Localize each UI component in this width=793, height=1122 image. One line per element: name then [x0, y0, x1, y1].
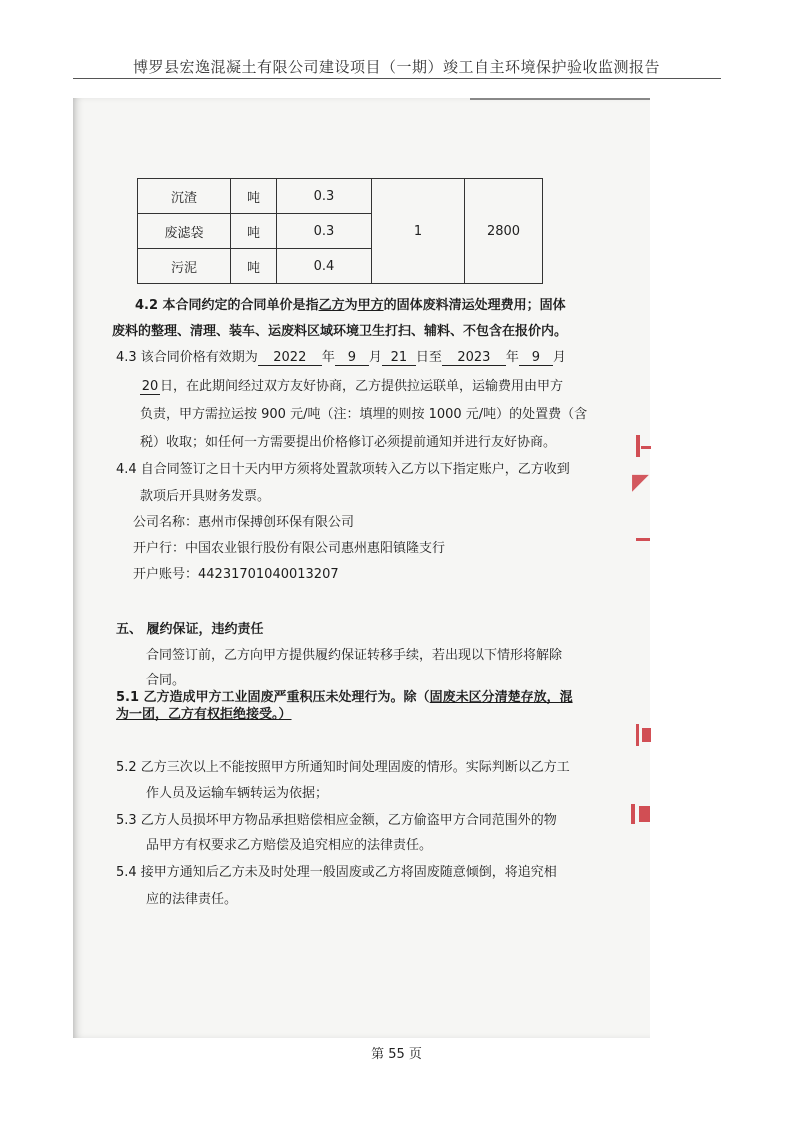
clause-underlined: 固废未区分清楚存放，混 [429, 690, 573, 705]
clause-text: 年 [321, 350, 335, 365]
clause-4-4-line1: 4.4 自合同签订之日十天内甲方须将处置款项转入乙方以下指定账户，乙方收到 [116, 462, 570, 477]
table-cell-qty: 0.3 [277, 214, 372, 249]
clause-5-1-line2: 为一团，乙方有权拒绝接受。） [116, 707, 292, 722]
start-month-field: 9 [335, 350, 369, 366]
clause-text: 日，在此期间经过双方友好协商，乙方提供拉运联单，运输费用由甲方 [160, 379, 564, 394]
clause-5-2-line2: 作人员及运输车辆转运为依据； [146, 786, 329, 801]
page-number: 第 55 页 [371, 1047, 422, 1062]
clause-4-3-line4: 税）收取；如任何一方需要提出价格修订必须提前通知并进行友好协商。 [140, 435, 557, 450]
company-name: 公司名称：惠州市保搏创环保有限公司 [133, 515, 355, 530]
clause-5-4-line1: 5.4 接甲方通知后乙方未及时处理一般固废或乙方将固废随意倾倒，将追究相 [116, 865, 557, 880]
end-month-field: 9 [519, 350, 553, 366]
table-cell-name: 沉渣 [138, 179, 231, 214]
table-cell-name: 废滤袋 [138, 214, 231, 249]
section-5-heading: 五、 履约保证，违约责任 [116, 622, 264, 637]
clause-text: 月 [552, 350, 566, 365]
end-day-field: 20 [141, 379, 159, 394]
seal-stamp-fragment [636, 724, 639, 746]
bank-account: 开户账号：44231701040013207 [133, 567, 339, 582]
clause-5-3-line1: 5.3 乙方人员损坏甲方物品承担赔偿相应金额，乙方偷盗甲方合同范围外的物 [116, 813, 557, 828]
clause-text: 的固体废料清运处理费用；固体 [383, 298, 566, 313]
table-cell-qty: 0.3 [277, 179, 372, 214]
section-5-intro-line2: 合同。 [146, 673, 186, 688]
clause-text: 4.3 该合同价格有效期为 [116, 350, 258, 365]
clause-4-3-line2 [140, 375, 563, 395]
clause-4-2-line1 [135, 294, 566, 313]
seal-stamp-fragment [642, 728, 651, 742]
clause-4-3-line3: 负责，甲方需拉运按 900 元/吨（注：填埋的则按 1000 元/吨）的处置费（含 [140, 407, 588, 422]
party-b-term: 乙方 [318, 298, 345, 313]
seal-stamp-mark: ◤ [632, 470, 649, 495]
table-cell-qty: 0.4 [277, 249, 372, 284]
scan-top-edge [470, 98, 650, 100]
seal-stamp-fragment [639, 806, 650, 822]
clause-5-2-line1: 5.2 乙方三次以上不能按照甲方所通知时间处理固废的情形。实际判断以乙方工 [116, 760, 570, 775]
seal-stamp-fragment [636, 538, 650, 541]
table-cell-merged-price: 2800 [465, 179, 543, 284]
clause-text: 年 [505, 350, 519, 365]
start-day-field: 21 [382, 350, 416, 366]
party-a-term: 甲方 [357, 298, 384, 313]
section-5-intro-line1: 合同签订前，乙方向甲方提供履约保证转移手续，若出现以下情形将解除 [146, 648, 563, 663]
clause-4-3-line1 [116, 346, 566, 366]
table-cell-unit: 吨 [231, 249, 277, 284]
header-rule [73, 78, 721, 79]
clause-text: 5.1 乙方造成甲方工业固废严重积压未处理行为。除（ [116, 690, 430, 705]
clause-text: 日至 [415, 350, 442, 365]
seal-stamp-fragment [631, 804, 635, 824]
seal-stamp-fragment [636, 435, 640, 457]
clause-5-4-line2: 应的法律责任。 [146, 892, 238, 907]
clause-text: 月 [368, 350, 382, 365]
end-year-field: 2023 [442, 350, 506, 366]
seal-stamp-fragment [641, 446, 651, 449]
clause-4-2-line2: 废料的整理、清理、装车、运废料区域环境卫生打扫、辅料、不包含在报价内。 [112, 324, 568, 339]
clause-5-3-line2: 品甲方有权要求乙方赔偿及追究相应的法律责任。 [146, 838, 433, 853]
table-cell-unit: 吨 [231, 214, 277, 249]
fee-table [137, 178, 543, 284]
clause-text: 4.2 本合同约定的合同单价是指 [135, 298, 319, 313]
table-cell-merged-count: 1 [372, 179, 465, 284]
start-year-field: 2022 [258, 350, 322, 366]
report-header-title: 博罗县宏逸混凝土有限公司建设项目（一期）竣工自主环境保护验收监测报告 [132, 58, 660, 76]
clause-4-4-line2: 款项后开具财务发票。 [140, 489, 271, 504]
clause-text: 为 [344, 298, 358, 313]
bank-name: 开户行：中国农业银行股份有限公司惠州惠阳镇隆支行 [133, 541, 446, 556]
table-cell-name: 污泥 [138, 249, 231, 284]
table-row [138, 179, 543, 214]
table-cell-unit: 吨 [231, 179, 277, 214]
